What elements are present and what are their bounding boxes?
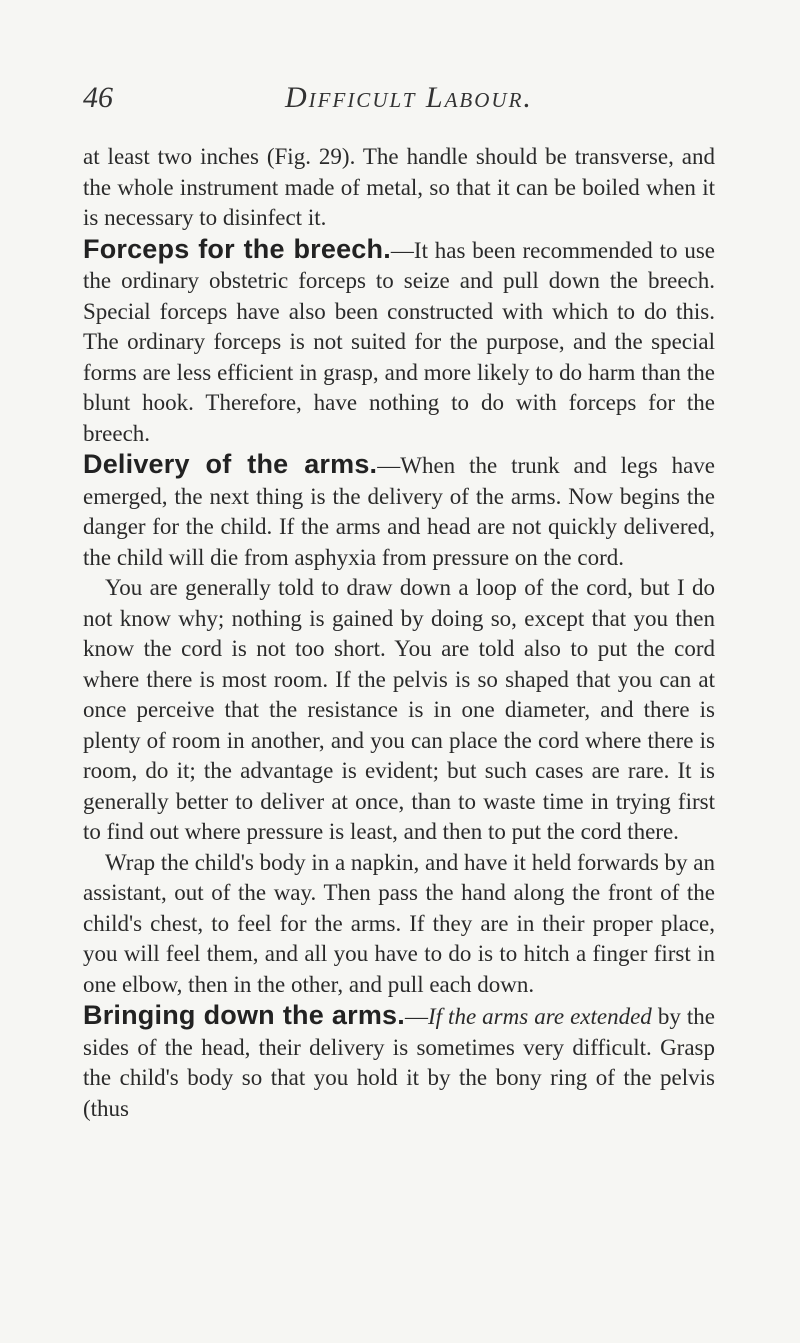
page-number: 46: [83, 81, 113, 114]
running-title: Difficult Labour.: [285, 81, 533, 114]
section-dash: —: [404, 1004, 428, 1029]
section-text-delivery: —When the trunk and legs have emerged, the next thing is the delivery of the arms. Now begins the danger for the child. If the arms and head are not quickly delivered, the child will die from asphyxia from pressure on the cord.: [83, 453, 715, 570]
paragraph-wrap-child: Wrap the child's body in a napkin, and have it held forwards by an assistant, out of the way. Then pass the hand along the front of the child's chest, to feel for the arms. If they are in their proper place, you will feel them, and all you have to do is to hitch a finger first in one elbow, then in the other, and pull each down.: [83, 849, 715, 997]
section-text-bringing-down: by the sides of the head, their delivery is sometimes very difficult. Grasp the child's body so that you hold it by the bony ring of the pelvis (thus: [83, 1004, 715, 1121]
section-heading-forceps: Forceps for the breech.: [83, 233, 391, 264]
body-text: [83, 142, 715, 1124]
running-head: [83, 78, 715, 128]
paragraph-cord-loop: You are generally told to draw down a loop of the cord, but I do not know why; nothing is gained by doing so, except that you then know the cord is not too short. You are told also to put the cord where there is most room. If the pelvis is so shaped that you can at once perceive that the resistance is in one diameter, and there is plenty of room in another, and you can place the cord where there is room, do it; the advantage is evident; but such cases are rare. It is generally better to deliver at once, than to waste time in trying first to find out where pressure is least, and then to put the cord there.: [83, 575, 715, 844]
section-text-forceps: —It has been recommended to use the ordinary obstetric forceps to seize and pull down the breech. Special forceps have also been constructed with which to do this. The ordinary forceps is not suited for the purpose, and the special forms are less efficient in grasp, and more likely to do harm than the blunt hook. Therefore, have nothing to do with forceps for the breech.: [83, 237, 715, 446]
paragraph-fig-29: at least two inches (Fig. 29). The handle should be transverse, and the whole instrument made of metal, so that it can be boiled when it is necessary to disinfect it.: [83, 144, 715, 230]
section-bringing-down-arms: [83, 1000, 715, 1124]
section-heading-bringing-down: Bringing down the arms.: [83, 1000, 405, 1030]
section-delivery-of-arms: [83, 449, 715, 573]
book-page: [83, 78, 715, 1124]
section-forceps-for-breech: [83, 234, 715, 450]
section-heading-delivery: Delivery of the arms.: [83, 449, 378, 479]
section-italic-phrase: If the arms are extended: [427, 1004, 652, 1029]
